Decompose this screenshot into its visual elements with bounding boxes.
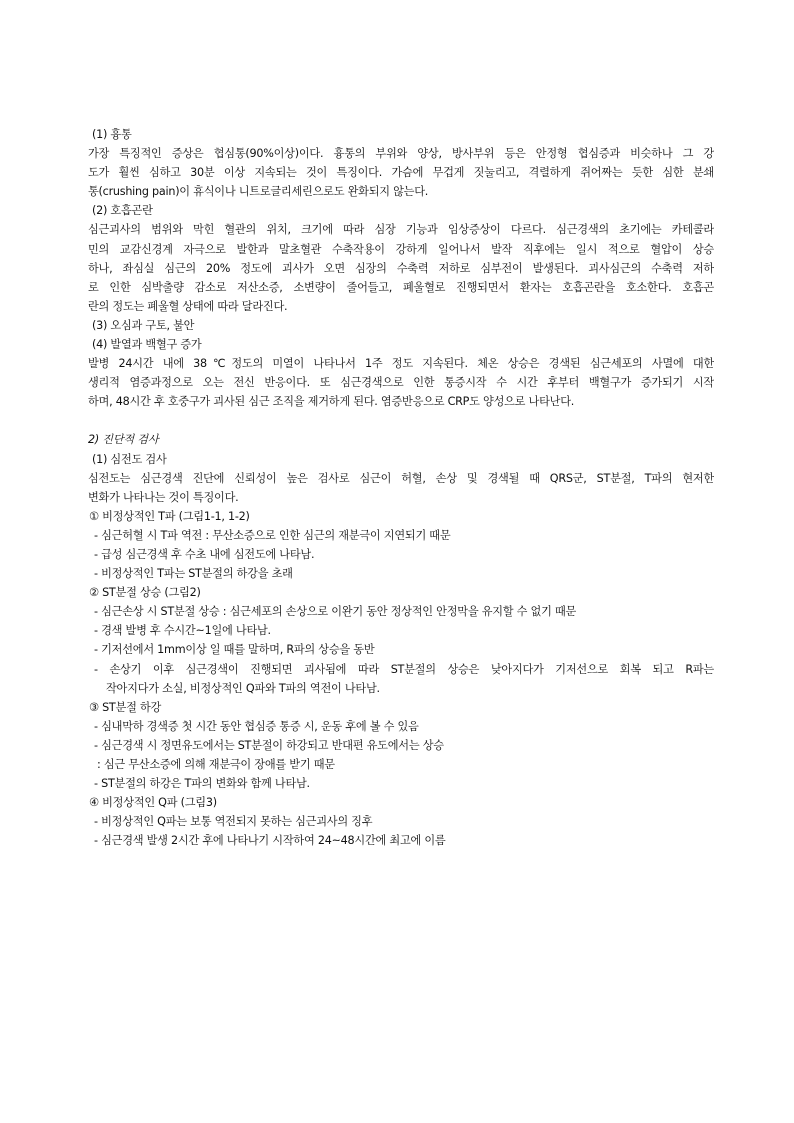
bullet-item: - 비정상적인 Q파는 보통 역전되지 못하는 심근괴사의 징후 <box>94 815 373 829</box>
paragraph-line: 통(crushing pain)이 휴식이나 니트로글리세린으로도 완화되지 않는다. <box>88 185 429 199</box>
item-heading: ③ ST분절 하강 <box>89 700 162 714</box>
item-heading: ① 비정상적인 T파 (그림1-1, 1-2) <box>89 509 250 523</box>
paragraph-line: 발병 24시간 내에 38℃정도의 미열이 나타나서 1주 정도 지속된다. 체온 상승은 경색된 심근세포의 사멸에 대한 <box>88 357 714 371</box>
paragraph-line: 변화가 나타나는 것이 특징이다. <box>88 490 239 504</box>
paragraph-line: 란의 정도는 폐울혈 상태에 따라 달라진다. <box>88 299 288 313</box>
paragraph-line: 민의 교감신경계 자극으로 발한과 말초혈관 수축작용이 강하게 일어나서 발작 직후에는 일시 적으로 혈압이 상승 <box>88 242 714 256</box>
paragraph-line: 하나, 좌심실 심근의 20% 정도에 괴사가 오면 심장의 수축력 저하로 심부전이 발생된다. 괴사심근의 수축력 저하 <box>88 261 714 275</box>
bullet-item: - 기저선에서 1mm이상 일 때를 말하며, R파의 상승을 동반 <box>94 643 375 657</box>
paragraph-line: 하며, 48시간 후 호중구가 괴사된 심근 조직을 제거하게 된다. 염증반응으로 CRP도 양성으로 나타난다. <box>88 395 575 409</box>
paragraph-line: 도가 훨씬 심하고 30분 이상 지속되는 것이 특징이다. 가슴에 무겁게 짓눌리고, 격렬하게 쥐어짜는 듯한 심한 분쇄 <box>88 166 714 180</box>
bullet-item: - ST분절의 하강은 T파의 변화와 함께 나타남. <box>94 777 310 791</box>
paragraph-line: 로 인한 심박출량 감소로 저산소증, 소변량이 줄어들고, 폐울혈로 진행되면서 환자는 호흡곤란을 호소한다. 호흡곤 <box>88 280 714 294</box>
bullet-item: - 손상기 이후 심근경색이 진행되면 괴사됨에 따라 ST분절의 상승은 낮아지다가 기저선으로 회복 되고 R파는 <box>94 662 714 676</box>
bullet-item: - 심내막하 경색증 첫 시간 동안 협심증 통증 시, 운동 후에 볼 수 있음 <box>94 719 419 733</box>
bullet-item: - 심근경색 시 정면유도에서는 ST분절이 하강되고 반대편 유도에서는 상승 <box>94 738 444 752</box>
bullet-item: - 비정상적인 T파는 ST분절의 하강을 초래 <box>94 567 293 581</box>
bullet-item-continuation: 작아지다가 소실, 비정상적인 Q파와 T파의 역전이 나타남. <box>106 681 380 695</box>
subheading-fever: (4) 발열과 백혈구 증가 <box>92 338 202 352</box>
item-heading: ④ 비정상적인 Q파 (그림3) <box>89 796 217 810</box>
subheading-nausea: (3) 오심과 구토, 불안 <box>92 318 195 332</box>
paragraph-line: 가장 특징적인 증상은 협심통(90%이상)이다. 흉통의 부위와 양상, 방사부위 등은 안정형 협심증과 비슷하나 그 강 <box>88 147 714 161</box>
bullet-item: - 심근손상 시 ST분절 상승 : 심근세포의 손상으로 이완기 동안 정상적인 안정막을 유지할 수 없기 때문 <box>94 605 577 619</box>
paragraph-line: 심근괴사의 범위와 막힌 혈관의 위치, 크기에 따라 심장 기능과 임상증상이 다르다. 심근경색의 초기에는 카테콜라 <box>88 223 714 237</box>
document-page <box>88 125 714 850</box>
paragraph-line: 생리적 염증과정으로 오는 전신 반응이다. 또 심근경색으로 인한 통증시작 수 시간 후부터 백혈구가 증가되기 시작 <box>88 376 714 390</box>
bullet-item: - 급성 심근경색 후 수초 내에 심전도에 나타남. <box>94 547 315 561</box>
bullet-item: - 경색 발병 후 수시간~1일에 나타남. <box>94 624 271 638</box>
subheading-ecg: (1) 심전도 검사 <box>92 452 167 466</box>
item-heading: ② ST분절 상승 (그림2) <box>89 586 201 600</box>
bullet-item: - 심근경색 발생 2시간 후에 나타나기 시작하여 24~48시간에 최고에 이름 <box>94 834 446 848</box>
section-gap <box>88 411 714 430</box>
section-title-diagnostic-tests: 2) 진단적 검사 <box>88 433 159 447</box>
bullet-note: : 심근 무산소증에 의해 재분극이 장애를 받기 때문 <box>97 758 335 771</box>
subheading-chest-pain: (1) 흉통 <box>92 128 132 141</box>
paragraph-line: 심전도는 심근경색 진단에 신뢰성이 높은 검사로 심근이 허혈, 손상 및 경색될 때 QRS군, ST분절, T파의 현저한 <box>88 471 714 485</box>
subheading-dyspnea: (2) 호흡곤란 <box>92 204 153 218</box>
bullet-item: - 심근허혈 시 T파 역전 : 무산소증으로 인한 심근의 재분극이 지연되기 때문 <box>94 528 451 542</box>
